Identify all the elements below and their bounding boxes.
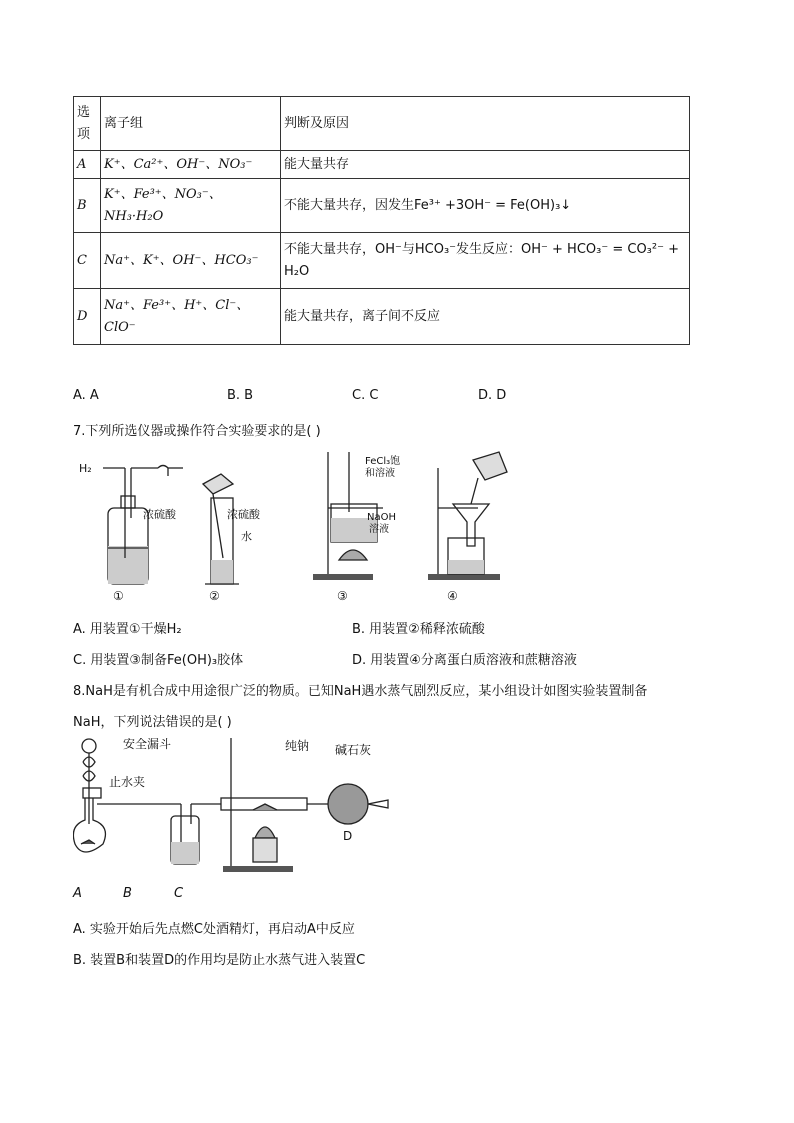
soda-lime-label: 碱石灰 — [335, 743, 372, 757]
device-1-number: ① — [113, 589, 124, 603]
device-b-label: B — [123, 886, 132, 901]
row-option: B — [74, 179, 101, 233]
table-row — [74, 289, 690, 345]
q8-choice-a[interactable]: A. 实验开始后先点燃C处酒精灯，再启动A中反应 — [73, 922, 355, 937]
q8-stem-line-1: 8.NaH是有机合成中用途很广泛的物质。已知NaH遇水蒸气剧烈反应，某小组设计如图实验装置制备 — [73, 684, 648, 699]
q6-choice-b[interactable]: B. B — [227, 388, 254, 403]
header-judgement: 判断及原因 — [281, 97, 690, 151]
soda-lime-drying-tube — [325, 784, 388, 824]
conc-acid-label-2: 浓硫酸 — [227, 508, 260, 521]
q8-stem-line-2: NaH，下列说法错误的是( ) — [73, 715, 232, 730]
fecl3-label-2: 和溶液 — [365, 468, 395, 479]
flask-with-safety-funnel — [73, 739, 181, 852]
q6-choice-d[interactable]: D. D — [478, 388, 507, 403]
naoh-label: NaOH — [367, 512, 396, 523]
row-ions: K⁺、Ca²⁺、OH⁻、NO₃⁻ — [101, 151, 281, 179]
naoh-label-2: 溶液 — [369, 524, 389, 535]
q6-choice-a[interactable]: A. A — [73, 388, 99, 403]
fecl3-label: FeCl₃饱 — [365, 456, 401, 467]
q6-choice-c[interactable]: C. C — [352, 388, 379, 403]
q7-apparatus-figure — [73, 448, 513, 608]
filtration-setup — [428, 452, 507, 580]
washing-bottle — [171, 804, 221, 864]
gas-washing-bottle — [103, 466, 183, 585]
options-table — [73, 96, 690, 345]
table-header-row — [74, 97, 690, 151]
device-c-label: C — [174, 886, 184, 901]
water-clamp-label: 止水夹 — [109, 775, 146, 789]
row-judgement: 能大量共存 — [281, 151, 690, 179]
device-4-number: ④ — [447, 589, 458, 603]
heated-reaction-tube — [221, 738, 325, 872]
table-row — [74, 233, 690, 289]
q7-choice-d[interactable]: D. 用装置④分离蛋白质溶液和蔗糖溶液 — [352, 653, 577, 668]
device-d-label: D — [343, 829, 353, 843]
row-option: C — [74, 233, 101, 289]
row-ions: Na⁺、Fe³⁺、H⁺、Cl⁻、ClO⁻ — [101, 289, 281, 345]
row-ions: Na⁺、K⁺、OH⁻、HCO₃⁻ — [101, 233, 281, 289]
h2-label: H₂ — [79, 462, 92, 475]
row-ions: K⁺、Fe³⁺、NO₃⁻、NH₃·H₂O — [101, 179, 281, 233]
q8-apparatus-figure — [73, 738, 403, 878]
row-judgement: 不能大量共存，OH⁻与HCO₃⁻发生反应：OH⁻ + HCO₃⁻ = CO₃²⁻ + H₂O — [281, 233, 690, 289]
water-label: 水 — [241, 530, 252, 543]
conc-acid-label-1: 浓硫酸 — [143, 508, 176, 521]
q7-choice-b[interactable]: B. 用装置②稀释浓硫酸 — [352, 622, 485, 637]
row-judgement: 能大量共存，离子间不反应 — [281, 289, 690, 345]
sodium-label: 纯钠 — [285, 739, 310, 753]
graduated-cylinder — [203, 474, 239, 584]
q8-choice-b[interactable]: B. 装置B和装置D的作用均是防止水蒸气进入装置C — [73, 953, 366, 968]
device-2-number: ② — [209, 589, 220, 603]
device-3-number: ③ — [337, 589, 348, 603]
safety-funnel-label: 安全漏斗 — [123, 738, 172, 751]
q7-stem: 7.下列所选仪器或操作符合实验要求的是( ) — [73, 424, 321, 439]
header-option: 选项 — [74, 97, 101, 151]
row-judgement: 不能大量共存，因发生Fe³⁺ +3OH⁻ = Fe(OH)₃↓ — [281, 179, 690, 233]
q7-choice-a[interactable]: A. 用装置①干燥H₂ — [73, 622, 182, 637]
row-option: A — [74, 151, 101, 179]
table-row — [74, 151, 690, 179]
row-option: D — [74, 289, 101, 345]
table-row — [74, 179, 690, 233]
header-ions: 离子组 — [101, 97, 281, 151]
q7-choice-c[interactable]: C. 用装置③制备Fe(OH)₃胶体 — [73, 653, 244, 668]
device-a-label: A — [73, 886, 82, 901]
